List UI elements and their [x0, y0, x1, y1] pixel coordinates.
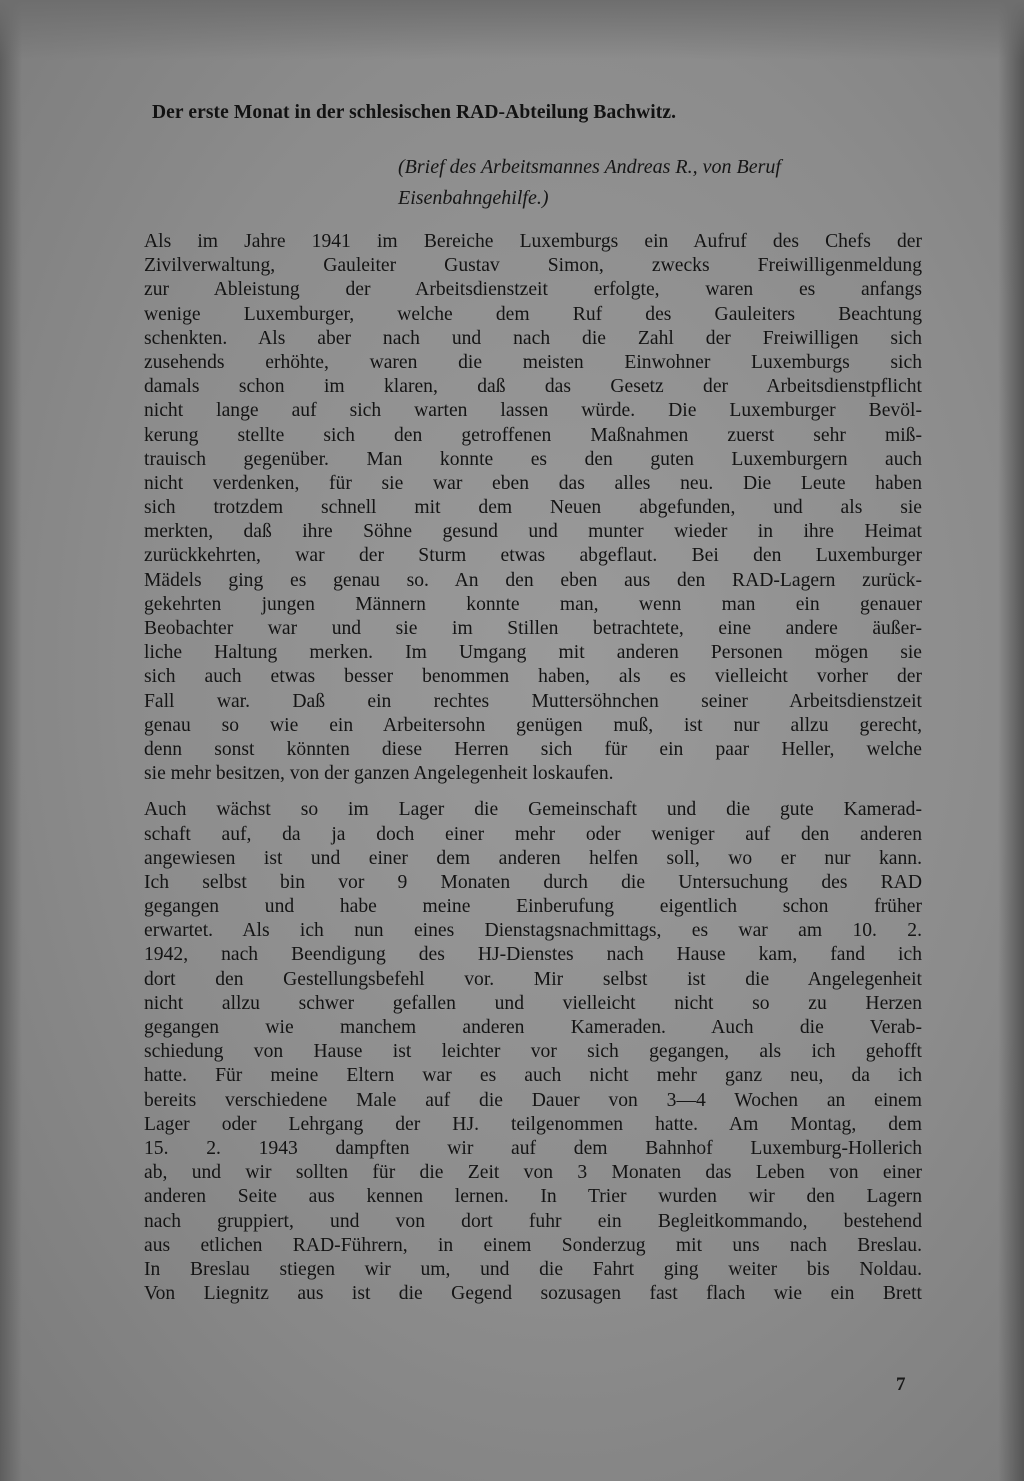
page-shadow-left — [0, 0, 22, 1481]
text-line: Fall war. Daß ein rechtes Muttersöhnchen seiner Arbeitsdienstzeit — [144, 690, 922, 712]
text-line: anderen Seite aus kennen lernen. In Trier wurden wir den Lagern — [144, 1186, 922, 1208]
paragraph-2 — [144, 798, 922, 1306]
page-shadow-top — [0, 0, 1024, 60]
text-line: denn sonst könnten diese Herren sich für ein paar Heller, welche — [144, 738, 922, 760]
paragraph-1 — [144, 230, 922, 786]
attribution-line-2: Eisenbahngehilfe.) — [398, 187, 549, 209]
text-line: 15. 2. 1943 dampften wir auf dem Bahnhof Luxemburg-Hollerich — [144, 1137, 922, 1159]
text-line: schiedung von Hause ist leichter vor sich gegangen, als ich gehofft — [144, 1041, 922, 1063]
text-line: sie mehr besitzen, von der ganzen Angelegenheit loskaufen. — [144, 763, 614, 785]
text-line: erwartet. Als ich nun eines Dienstagsnachmittags, es war am 10. 2. — [144, 920, 922, 942]
text-line: Beobachter war und sie im Stillen betrachtete, eine andere äußer- — [144, 618, 922, 639]
text-line: Auch wächst so im Lager die Gemeinschaft und die gute Kamerad- — [144, 799, 922, 821]
text-line: bereits verschiedene Male auf die Dauer von 3—4 Wochen an einem — [144, 1089, 922, 1111]
text-line: genau so wie ein Arbeitersohn genügen muß, ist nur allzu gerecht, — [144, 714, 922, 736]
body-text — [144, 230, 922, 1306]
text-line: damals schon im klaren, daß das Gesetz der Arbeitsdienstpflicht — [144, 376, 922, 398]
letter-attribution — [398, 152, 918, 214]
text-line: kerung stellte sich den getroffenen Maßnahmen zuerst sehr miß- — [144, 424, 922, 446]
text-line: Als im Jahre 1941 im Bereiche Luxemburgs ein Aufruf des Chefs der — [144, 231, 922, 252]
text-line: Ich selbst bin vor 9 Monaten durch die Untersuchung des RAD — [144, 871, 922, 893]
text-line: merkten, daß ihre Söhne gesund und munter wieder in ihre Heimat — [144, 521, 922, 543]
text-line: zur Ableistung der Arbeitsdienstzeit erfolgte, waren es anfangs — [144, 279, 922, 301]
page-shadow-right — [998, 0, 1024, 1481]
text-line: hatte. Für meine Eltern war es auch nicht mehr ganz neu, da ich — [144, 1065, 922, 1087]
text-line: sich trotzdem schnell mit dem Neuen abgefunden, und als sie — [144, 497, 922, 519]
text-line: wenige Luxemburger, welche dem Ruf des Gauleiters Beachtung — [144, 303, 922, 325]
text-line: gegangen wie manchem anderen Kameraden. Auch die Verab- — [144, 1017, 922, 1038]
text-line: dort den Gestellungsbefehl vor. Mir selbst ist die Angelegenheit — [144, 968, 922, 990]
text-line: nach gruppiert, und von dort fuhr ein Begleitkommando, bestehend — [144, 1210, 922, 1232]
text-line: sich auch etwas besser benommen haben, als es vielleicht vorher der — [144, 666, 922, 688]
text-line: schaft auf, da ja doch einer mehr oder weniger auf den anderen — [144, 823, 922, 845]
text-line: nicht lange auf sich warten lassen würde. Die Luxemburger Bevöl- — [144, 400, 922, 422]
text-line: schenkten. Als aber nach und nach die Zahl der Freiwilligen sich — [144, 327, 922, 349]
text-line: trauisch gegenüber. Man konnte es den guten Luxemburgern auch — [144, 448, 922, 470]
text-line: aus etlichen RAD-Führern, in einem Sonderzug mit uns nach Breslau. — [144, 1234, 922, 1256]
text-line: Lager oder Lehrgang der HJ. teilgenommen hatte. Am Montag, dem — [144, 1113, 922, 1135]
text-line: nicht verdenken, für sie war eben das alles neu. Die Leute haben — [144, 472, 922, 494]
text-line: ab, und wir sollten für die Zeit von 3 Monaten das Leben von einer — [144, 1162, 922, 1184]
text-line: Von Liegnitz aus ist die Gegend sozusagen fast flach wie ein Brett — [144, 1283, 922, 1305]
text-line: 1942, nach Beendigung des HJ-Dienstes nach Hause kam, fand ich — [144, 944, 922, 966]
text-line: Zivilverwaltung, Gauleiter Gustav Simon, zwecks Freiwilligenmeldung — [144, 255, 922, 277]
text-line: liche Haltung merken. Im Umgang mit anderen Personen mögen sie — [144, 642, 922, 664]
chapter-heading: Der erste Monat in der schlesischen RAD-Abteilung Bachwitz. — [152, 102, 677, 123]
text-line: In Breslau stiegen wir um, und die Fahrt ging weiter bis Noldau. — [144, 1258, 922, 1280]
attribution-line-1: (Brief des Arbeitsmannes Andreas R., von Beruf — [398, 156, 781, 178]
text-line: gegangen und habe meine Einberufung eigentlich schon früher — [144, 896, 922, 918]
text-line: zusehends erhöhte, waren die meisten Einwohner Luxemburgs sich — [144, 351, 922, 373]
text-line: Mädels ging es genau so. An den eben aus den RAD-Lagern zurück- — [144, 569, 922, 591]
page-number: 7 — [896, 1374, 906, 1395]
text-line: zurückkehrten, war der Sturm etwas abgeflaut. Bei den Luxemburger — [144, 545, 922, 567]
text-line: nicht allzu schwer gefallen und vielleicht nicht so zu Herzen — [144, 992, 922, 1014]
text-line: gekehrten jungen Männern konnte man, wenn man ein genauer — [144, 593, 922, 615]
text-line: angewiesen ist und einer dem anderen helfen soll, wo er nur kann. — [144, 847, 922, 869]
